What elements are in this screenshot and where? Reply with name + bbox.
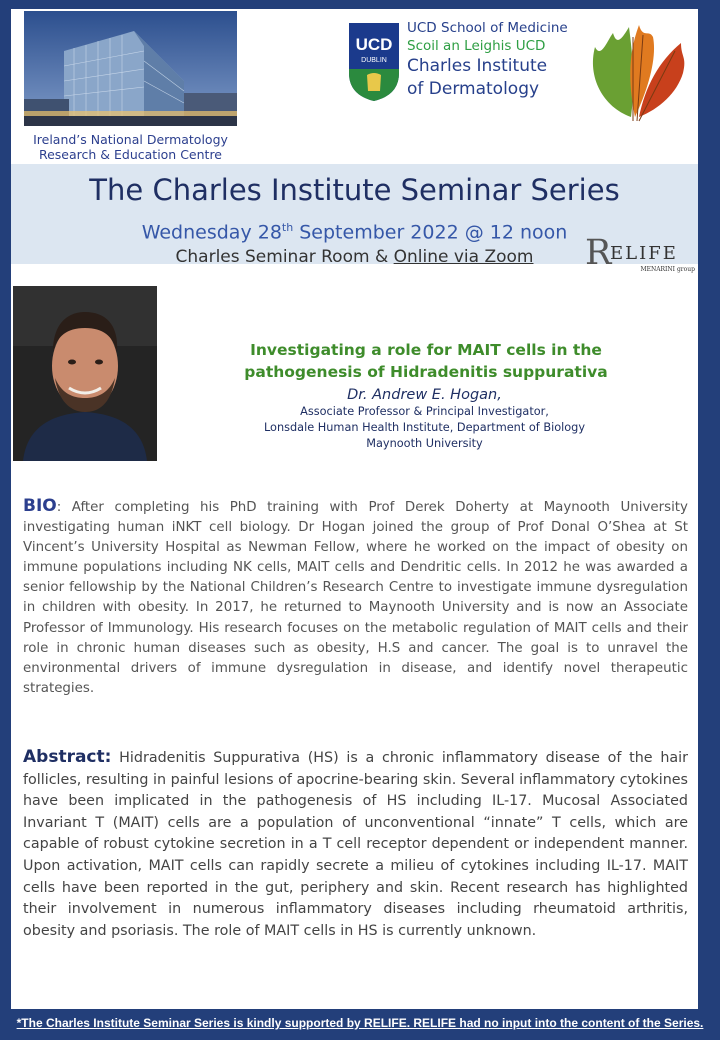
date-suffix: th (281, 221, 294, 234)
zoom-link[interactable]: Online via Zoom (393, 247, 534, 267)
date-rest: September 2022 @ 12 noon (293, 221, 568, 244)
ucd-school-name: UCD School of Medicine (407, 20, 568, 36)
sponsor-disclaimer: *The Charles Institute Seminar Series is kindly supported by RELIFE. RELIFE had no input into the content of the Series. (16, 1016, 704, 1030)
talk-title-line1: Investigating a role for MAIT cells in the (250, 341, 602, 359)
speaker-details (227, 386, 622, 452)
speaker-portrait (13, 286, 157, 461)
ucd-crest-text: UCD (355, 35, 393, 54)
bio-section (23, 496, 688, 699)
bio-text: : After completing his PhD training with Prof Derek Doherty at Maynooth University investigating human iNKT cell biology. Dr Hogan joined the group of Prof Donal O’Shea at St Vincent’s University Hospital as Newman Fellow, where he worked on the impact of obesity on immune populations including NK cells, MAIT cells and Dendritic cells. In 2012 he was awarded a senior fellowship by the National Children’s Research Centre to investigate immune dysregulation in children with obesity. In 2017, he returned to Maynooth University and is now an Associate Professor of Immunology. His research focuses on the metabolic regulation of MAIT cells and their role in chronic human diseases such as obesity, H.S and cancer. The goal is to unravel the environmental drivers of immune dysregulation in disease, and identify novel therapeutic strategies. (23, 500, 688, 696)
relife-sponsor-logo (585, 233, 697, 277)
venue-text: Charles Seminar Room & (175, 247, 394, 267)
ucd-crest-subtext: DUBLIN (361, 57, 387, 64)
relife-logo-sub: MENARINI group (640, 266, 695, 273)
abstract-label: Abstract: (23, 747, 112, 767)
abstract-text: Hidradenitis Suppurativa (HS) is a chronic inflammatory disease of the hair follicles, resulting in painful lesions of apocrine-bearing skin. Several inflammatory cytokines have been implicated in the pathogenesis of HS including IL-17. Mucosal Associated Invariant T (MAIT) cells are a population of unconventional “innate” T cells, which are capable of robust cytokine secretion in a T cell receptor dependent or independent manner. Upon activation, MAIT cells can rapidly secrete a milieu of cytokines including IL-17. MAIT cells have been reported in the gut, periphery and skin. Recent research has highlighted their involvement in numerous inflammatory diseases including rheumatoid arthritis, obesity and psoriasis. The role of MAIT cells in HS is currently unknown. (23, 750, 688, 939)
speaker-name: Dr. Andrew E. Hogan, (347, 387, 502, 403)
relife-logo-r: R (585, 233, 612, 273)
talk-title-line2: pathogenesis of Hidradenitis suppurativa (244, 363, 608, 381)
institute-name-line2: of Dermatology (407, 79, 540, 99)
centre-caption (24, 132, 237, 162)
oak-leaves-logo (583, 17, 689, 125)
ucd-institute-wordmark (407, 19, 568, 101)
centre-caption-line2: Research & Education Centre (38, 147, 223, 162)
ucd-school-irish: Scoil an Leighis UCD (407, 38, 546, 54)
ucd-crest-logo (347, 21, 401, 103)
centre-caption-line1: Ireland’s National Dermatology (33, 132, 228, 147)
flyer-panel (11, 9, 698, 1009)
talk-title (226, 339, 626, 383)
institute-name-line1: Charles Institute (407, 56, 548, 76)
abstract-section (23, 747, 688, 942)
speaker-department: Lonsdale Human Health Institute, Department of Biology (263, 421, 586, 434)
bio-label: BIO (23, 496, 57, 516)
date-prefix: Wednesday 28 (141, 221, 282, 244)
institute-building-photo (24, 11, 237, 126)
speaker-role: Associate Professor & Principal Investigator, (300, 405, 549, 418)
seminar-series-title: The Charles Institute Seminar Series (89, 173, 620, 207)
relife-logo-rest: ELIFE (610, 243, 678, 264)
speaker-university: Maynooth University (366, 437, 483, 450)
